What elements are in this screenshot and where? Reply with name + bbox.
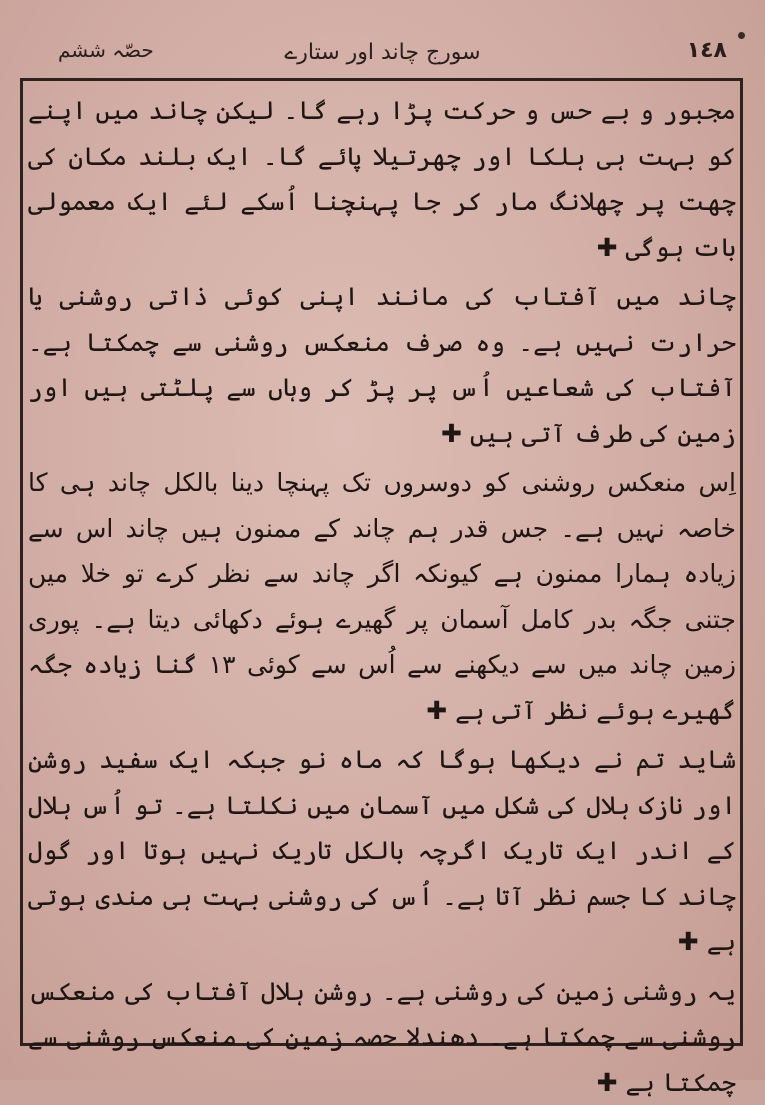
running-title: سورج چاند اور ستارے [30,40,735,65]
page-number: ١٤٨ [687,38,727,63]
paragraph-4: شاید تم نے دیکھا ہوگا کہ ماہ نو جبکہ ایک سفید روشن اور نازک ہلال کی شکل میں آسمان میں نکلتا ہے۔ تو اُس ہلال کے اندر ایک تاریک اگرچہ بالکل تاریک نہیں ہوتا اور گول چاند کا جسم نظر آتا ہے۔ اُس کی روشنی بہت ہی مندی ہوتی ہے ✚ [28,737,736,965]
page-header [30,30,735,78]
paragraph-3: اِس منعکس روشنی کو دوسروں تک پہنچا دینا بالکل چاند ہی کا خاصہ نہیں ہے۔ جس قدر ہم چاند کے ممنون ہیں چاند اس سے زیادہ ہمارا ممنون ہے کیونکہ اگر چاند سے نظر کرے تو خلا میں جتنی جگہ بدر کامل آسمان پر گھیرے ہوئے دکھائی دیتا ہے۔ پوری زمین چاند میں سے دیکھنے سے اُس سے کوئی ۱۳ گنا زیادہ جگہ گھیرے ہوئے نظر آتی ہے ✚ [28,460,736,733]
paragraph-5: یہ روشنی زمین کی روشنی ہے۔ روشن ہلال آفتاب کی منعکس روشنی سے چمکتا ہے۔ دھندلا حصہ زمین کی منعکس روشنی سے چمکتا ہے ✚ [28,969,736,1105]
paragraph-2: چاند میں آفتاب کی مانند اپنی کوئی ذاتی روشنی یا حرارت نہیں ہے۔ وہ صرف منعکس روشنی سے چمکتا ہے۔ آفتاب کی شعاعیں اُس پر پڑ کر وہاں سے پلٹتی ہیں اور زمین کی طرف آتی ہیں ✚ [28,274,736,456]
ink-dot [738,32,745,39]
paragraph-1: مجبور و بے حس و حرکت پڑا رہے گا۔ لیکن چاند میں اپنے کو بہت ہی ہلکا اور چھرتیلا پائے گا۔ ایک بلند مکان کی چھت پر چھلانگ مار کر جا پہنچنا اُسکے لئے ایک معمولی بات ہوگی ✚ [28,88,736,270]
page-body [28,88,736,1038]
section-mark: حصّہ ششم [58,38,154,62]
